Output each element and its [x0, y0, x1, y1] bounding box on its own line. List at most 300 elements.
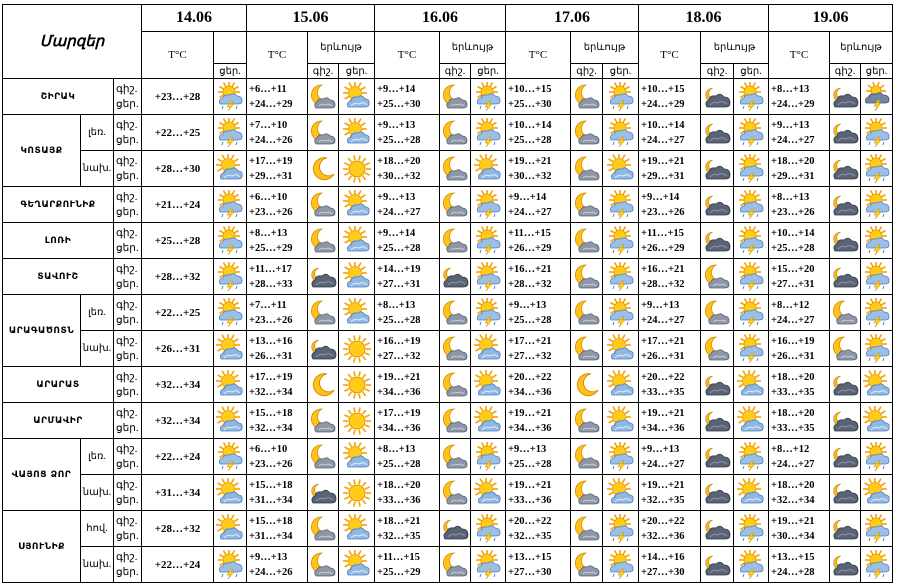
cloudy-sun-storm-icon [471, 79, 506, 115]
temperature-range [375, 151, 440, 187]
dark-cloud-icon [830, 151, 861, 187]
day-temperature: +24…+27 [641, 458, 685, 470]
day-temperature: +30…+32 [508, 170, 552, 182]
moon-cloud-icon [440, 367, 471, 403]
night-temperature: +19…+21 [508, 479, 552, 491]
temperature-range [247, 331, 308, 367]
dark-cloud-icon [701, 367, 734, 403]
day-label: ցեր. [116, 98, 139, 110]
day-label: ցեր. [116, 350, 139, 362]
night-temperature: +8…+12 [771, 443, 810, 455]
night-temperature: +19…+21 [508, 155, 552, 167]
night-label: գիշ. [116, 443, 138, 455]
sun-icon [339, 475, 375, 511]
day-temperature: +24…+27 [377, 206, 421, 218]
day-temperature: +25…+30 [377, 98, 421, 110]
temperature-range [247, 511, 308, 547]
cloudy-sun-storm-icon [734, 259, 769, 295]
moon-cloud-icon [571, 475, 603, 511]
region-name: ԿՈՏԱՅՔ [3, 115, 81, 187]
subregion-label: նախ. [81, 547, 114, 583]
moon-cloud-icon [308, 79, 339, 115]
sun-cloud-icon [861, 367, 893, 403]
night-label: գիշ. [116, 371, 138, 383]
region-name: ՎԱՅՈՑ ՁՈՐ [3, 439, 81, 511]
temperature-range [769, 511, 830, 547]
night-label: գիշ. [116, 551, 138, 563]
cloudy-sun-storm-icon [861, 511, 893, 547]
day-temperature: +22…+24 [142, 439, 214, 475]
night-subheader: գիշ. [308, 64, 339, 79]
night-temperature: +13…+15 [771, 551, 815, 563]
day-label: ցեր. [116, 206, 139, 218]
period-labels [114, 115, 142, 151]
day-temperature: +28…+32 [641, 278, 685, 290]
temperature-range [375, 295, 440, 331]
temperature-range [247, 115, 308, 151]
night-temperature: +18…+20 [771, 407, 815, 419]
dark-cloud-icon [830, 403, 861, 439]
period-labels [114, 439, 142, 475]
period-labels [114, 511, 142, 547]
dark-cloud-icon [701, 403, 734, 439]
day-temperature: +23…+26 [641, 206, 685, 218]
day-label: ցեր. [116, 314, 139, 326]
night-temperature: +17…+19 [249, 371, 293, 383]
temperature-range [769, 475, 830, 511]
day-temperature: +33…+35 [771, 422, 815, 434]
night-temperature: +18…+20 [377, 155, 421, 167]
day-temperature: +26…+29 [641, 242, 685, 254]
cloudy-sun-storm-icon [603, 115, 639, 151]
day-temperature: +25…+30 [508, 98, 552, 110]
sun-icon [339, 403, 375, 439]
date-header: 17.06 [506, 5, 639, 32]
night-temperature: +17…+19 [377, 407, 421, 419]
table-row [3, 115, 893, 151]
moon-cloud-icon [440, 79, 471, 115]
night-temperature: +8…+13 [377, 443, 416, 455]
table-row [3, 295, 893, 331]
day-temperature: +27…+32 [508, 350, 552, 362]
period-labels [114, 295, 142, 331]
date-header: 19.06 [769, 5, 893, 32]
night-label: գիշ. [116, 119, 138, 131]
day-temperature: +28…+32 [508, 278, 552, 290]
region-name: ԱՐՄԱՎԻՐ [3, 403, 114, 439]
sun-cloud-icon [339, 511, 375, 547]
temp-header: T°C [769, 32, 830, 79]
sun-cloud-icon [339, 79, 375, 115]
sun-cloud-icon [471, 331, 506, 367]
night-temperature: +11…+17 [249, 263, 292, 275]
day-temperature: +23…+26 [771, 206, 815, 218]
temperature-range [247, 475, 308, 511]
night-label: գիշ. [116, 515, 138, 527]
night-temperature: +15…+18 [249, 479, 293, 491]
night-temperature: +7…+11 [249, 299, 287, 311]
day-temperature: +32…+34 [249, 386, 293, 398]
day-label: ցեր. [116, 530, 139, 542]
day-temperature: +24…+29 [771, 98, 815, 110]
cloudy-sun-storm-icon [861, 331, 893, 367]
night-temperature: +16…+21 [508, 263, 552, 275]
night-temperature: +10…+14 [771, 227, 815, 239]
dark-cloud-icon [308, 259, 339, 295]
night-temperature: +17…+19 [249, 155, 293, 167]
moon-icon [308, 151, 339, 187]
moon-cloud-icon [308, 403, 339, 439]
cloudy-sun-storm-icon [734, 511, 769, 547]
temperature-range [375, 439, 440, 475]
weather-header: երևույթ [571, 32, 639, 64]
temperature-range [375, 511, 440, 547]
day-temperature: +24…+27 [771, 134, 815, 146]
day-temperature: +25…+28 [142, 223, 214, 259]
cloudy-sun-storm-icon [603, 547, 639, 583]
day-temperature: +28…+32 [142, 259, 214, 295]
night-temperature: +19…+21 [508, 407, 552, 419]
weather-header: երևույթ [440, 32, 506, 64]
night-temperature: +20…+22 [508, 371, 552, 383]
moon-cloud-icon [571, 439, 603, 475]
temperature-range [375, 331, 440, 367]
dark-cloud-icon [830, 439, 861, 475]
sun-cloud-icon [471, 403, 506, 439]
moon-cloud-icon [308, 295, 339, 331]
cloudy-sun-storm-icon [214, 115, 247, 151]
night-temperature: +6…+11 [249, 83, 287, 95]
cloudy-sun-storm-icon [471, 295, 506, 331]
night-temperature: +9…+13 [377, 191, 416, 203]
day-temperature: +27…+30 [641, 566, 685, 578]
region-column-header: Մարզեր [3, 5, 142, 79]
day-temperature: +25…+29 [377, 566, 421, 578]
day-temperature: +31…+34 [142, 475, 214, 511]
cloudy-sun-storm-icon [734, 223, 769, 259]
night-label: գիշ. [116, 155, 138, 167]
day-temperature: +24…+26 [249, 134, 293, 146]
temp-header: T°C [247, 32, 308, 79]
temperature-range [506, 547, 571, 583]
dark-cloud-icon [701, 475, 734, 511]
temperature-range [375, 259, 440, 295]
temperature-range [769, 151, 830, 187]
moon-cloud-icon [440, 151, 471, 187]
table-row [3, 475, 893, 511]
dark-cloud-icon [830, 223, 861, 259]
moon-cloud-icon [571, 259, 603, 295]
night-temperature: +13…+15 [508, 551, 552, 563]
sun-cloud-icon [214, 331, 247, 367]
moon-cloud-icon [308, 223, 339, 259]
temperature-range [769, 115, 830, 151]
day-temperature: +27…+31 [771, 278, 815, 290]
day-label: ցեր. [116, 494, 139, 506]
dark-cloud-icon [701, 547, 734, 583]
temperature-range [247, 295, 308, 331]
dark-cloud-icon [830, 259, 861, 295]
date-header: 14.06 [142, 5, 247, 32]
day-temperature: +24…+28 [771, 566, 815, 578]
sun-cloud-icon [603, 331, 639, 367]
night-temperature: +20…+22 [641, 515, 685, 527]
night-label: գիշ. [116, 83, 138, 95]
table-row [3, 223, 893, 259]
night-temperature: +16…+19 [377, 335, 421, 347]
temperature-range [639, 295, 701, 331]
temperature-range [769, 367, 830, 403]
region-name: ՇԻՐԱԿ [3, 79, 114, 115]
cloudy-sun-storm-icon [734, 115, 769, 151]
night-temperature: +8…+13 [771, 191, 810, 203]
moon-cloud-icon [308, 439, 339, 475]
sun-cloud-icon [339, 295, 375, 331]
night-subheader: գիշ. [830, 64, 861, 79]
day-temperature: +34…+36 [508, 422, 552, 434]
day-temperature: +29…+31 [641, 170, 685, 182]
sun-icon [339, 367, 375, 403]
sun-cloud-icon [734, 403, 769, 439]
night-temperature: +11…+15 [508, 227, 551, 239]
day-temperature: +32…+36 [641, 530, 685, 542]
sun-cloud-icon [214, 151, 247, 187]
subregion-label: նախ. [81, 331, 114, 367]
sun-cloud-icon [734, 475, 769, 511]
temperature-range [506, 115, 571, 151]
region-name: ՏԱՎՈՒՇ [3, 259, 114, 295]
period-labels [114, 475, 142, 511]
cloudy-sun-storm-icon [603, 511, 639, 547]
temperature-range [375, 79, 440, 115]
day-temperature: +27…+32 [377, 350, 421, 362]
temperature-range [639, 79, 701, 115]
day-temperature: +29…+31 [771, 170, 815, 182]
day-temperature: +25…+28 [508, 458, 552, 470]
day-temperature: +26…+31 [641, 350, 685, 362]
cloudy-sun-storm-icon [861, 151, 893, 187]
night-label: գիշ. [116, 335, 138, 347]
sun-cloud-icon [339, 223, 375, 259]
night-label: գիշ. [116, 191, 138, 203]
date-header: 18.06 [639, 5, 769, 32]
cloudy-sun-storm-icon [471, 547, 506, 583]
region-name: ԱՐԱԳԱԾՈՏՆ [3, 295, 81, 367]
moon-icon [571, 367, 603, 403]
day-label: ցեր. [116, 134, 139, 146]
temperature-range [247, 403, 308, 439]
day-temperature: +32…+34 [142, 367, 214, 403]
dark-cloud-icon [440, 511, 471, 547]
day-temperature: +31…+34 [249, 530, 293, 542]
day-temperature: +32…+34 [249, 422, 293, 434]
temperature-range [506, 475, 571, 511]
cloudy-sun-storm-icon [861, 439, 893, 475]
day-temperature: +34…+36 [377, 422, 421, 434]
moon-cloud-icon [440, 547, 471, 583]
temperature-range [639, 547, 701, 583]
moon-cloud-icon [701, 295, 734, 331]
cloudy-sun-storm-icon [734, 187, 769, 223]
night-temperature: +9…+14 [641, 191, 680, 203]
sun-cloud-icon [471, 151, 506, 187]
day-temperature: +34…+36 [508, 386, 552, 398]
sun-cloud-icon [339, 259, 375, 295]
weather-header: երևույթ [701, 32, 769, 64]
day-temperature: +32…+35 [377, 530, 421, 542]
night-temperature: +9…+13 [377, 119, 416, 131]
date-header: 15.06 [247, 5, 375, 32]
night-temperature: +14…+16 [641, 551, 685, 563]
night-temperature: +9…+13 [508, 443, 547, 455]
cloudy-sun-storm-icon [471, 115, 506, 151]
night-temperature: +16…+19 [771, 335, 815, 347]
night-temperature: +9…+13 [508, 299, 547, 311]
night-temperature: +17…+21 [641, 335, 685, 347]
temperature-range [506, 223, 571, 259]
day-temperature: +30…+34 [771, 530, 815, 542]
day-temperature: +34…+36 [377, 386, 421, 398]
night-subheader: գիշ. [571, 64, 603, 79]
temperature-range [375, 187, 440, 223]
day-temperature: +25…+28 [771, 242, 815, 254]
day-label: ցեր. [116, 458, 139, 470]
night-temperature: +19…+21 [377, 371, 421, 383]
temperature-range [247, 259, 308, 295]
day-temperature: +22…+25 [142, 295, 214, 331]
day-temperature: +26…+31 [142, 331, 214, 367]
night-temperature: +15…+18 [249, 407, 293, 419]
moon-cloud-icon [571, 511, 603, 547]
cloudy-sun-storm-icon [603, 187, 639, 223]
day-temperature: +32…+34 [771, 494, 815, 506]
night-temperature: +19…+21 [641, 155, 685, 167]
day-temperature: +28…+30 [142, 151, 214, 187]
night-temperature: +19…+21 [641, 407, 685, 419]
night-temperature: +6…+10 [249, 191, 288, 203]
dark-cloud-icon [701, 223, 734, 259]
subregion-label: հով. [81, 511, 114, 547]
temperature-range [769, 547, 830, 583]
temperature-range [639, 115, 701, 151]
period-labels [114, 331, 142, 367]
dark-cloud-icon [830, 115, 861, 151]
cloudy-sun-storm-icon [603, 439, 639, 475]
day-temperature: +33…+36 [377, 494, 421, 506]
night-temperature: +18…+21 [377, 515, 421, 527]
cloudy-sun-storm-icon [603, 79, 639, 115]
temperature-range [639, 223, 701, 259]
sun-cloud-icon [861, 403, 893, 439]
day-label: ցեր. [116, 278, 139, 290]
moon-cloud-icon [571, 331, 603, 367]
table-row [3, 511, 893, 547]
temperature-range [247, 187, 308, 223]
day-temperature: +27…+30 [508, 566, 552, 578]
day-temperature: +24…+27 [641, 314, 685, 326]
sun-cloud-icon [214, 367, 247, 403]
moon-cloud-icon [571, 295, 603, 331]
moon-cloud-icon [308, 547, 339, 583]
cloudy-sun-storm-icon [471, 259, 506, 295]
moon-cloud-icon [440, 223, 471, 259]
temperature-range [375, 223, 440, 259]
day-temperature: +21…+24 [142, 187, 214, 223]
subregion-label: նախ. [81, 151, 114, 187]
moon-cloud-icon [830, 331, 861, 367]
temperature-range [247, 151, 308, 187]
sun-cloud-icon [214, 511, 247, 547]
temperature-range [247, 79, 308, 115]
region-name: ԼՈՌԻ [3, 223, 114, 259]
day-temperature: +30…+32 [377, 170, 421, 182]
night-temperature: +11…+15 [641, 227, 684, 239]
night-temperature: +18…+20 [771, 155, 815, 167]
temperature-range [506, 367, 571, 403]
temperature-range [506, 511, 571, 547]
night-temperature: +7…+10 [249, 119, 288, 131]
day-temperature: +33…+35 [771, 386, 815, 398]
subregion-label: նախ. [81, 475, 114, 511]
dark-cloud-icon [830, 511, 861, 547]
cloudy-sun-storm-icon [861, 223, 893, 259]
night-temperature: +15…+18 [249, 515, 293, 527]
cloudy-sun-storm-icon [471, 439, 506, 475]
dark-cloud-icon [701, 187, 734, 223]
temperature-range [769, 331, 830, 367]
temperature-range [639, 403, 701, 439]
moon-cloud-icon [571, 79, 603, 115]
day-subheader: ցեր. [861, 64, 893, 79]
period-labels [114, 367, 142, 403]
day-temperature: +23…+28 [142, 79, 214, 115]
day-temperature: +24…+26 [249, 566, 293, 578]
dark-cloud-icon [701, 115, 734, 151]
day-temperature: +32…+35 [641, 494, 685, 506]
temperature-range [506, 79, 571, 115]
night-temperature: +9…+13 [249, 551, 288, 563]
day-temperature: +24…+27 [771, 458, 815, 470]
day-temperature: +23…+26 [249, 458, 293, 470]
dark-cloud-icon [830, 187, 861, 223]
temperature-range [506, 403, 571, 439]
day-subheader: ցեր. [734, 64, 769, 79]
cloudy-sun-storm-icon [861, 295, 893, 331]
cloudy-sun-storm-icon [734, 439, 769, 475]
sun-cloud-icon [603, 151, 639, 187]
day-temperature: +29…+31 [249, 170, 293, 182]
day-temperature: +24…+27 [508, 206, 552, 218]
sun-cloud-icon [603, 403, 639, 439]
temperature-range [247, 367, 308, 403]
period-labels [114, 187, 142, 223]
night-temperature: +18…+20 [377, 479, 421, 491]
night-temperature: +9…+14 [377, 227, 416, 239]
day-subheader: ցեր. [603, 64, 639, 79]
temperature-range [506, 187, 571, 223]
day-temperature: +25…+28 [377, 458, 421, 470]
sun-cloud-icon [339, 547, 375, 583]
moon-icon [308, 367, 339, 403]
date-header: 16.06 [375, 5, 506, 32]
cloudy-sun-storm-icon [734, 295, 769, 331]
weather-header: երևույթ [830, 32, 893, 64]
moon-cloud-icon [440, 403, 471, 439]
night-temperature: +18…+20 [771, 371, 815, 383]
night-temperature: +11…+15 [377, 551, 420, 563]
temperature-range [639, 439, 701, 475]
day-temperature: +25…+28 [508, 314, 552, 326]
